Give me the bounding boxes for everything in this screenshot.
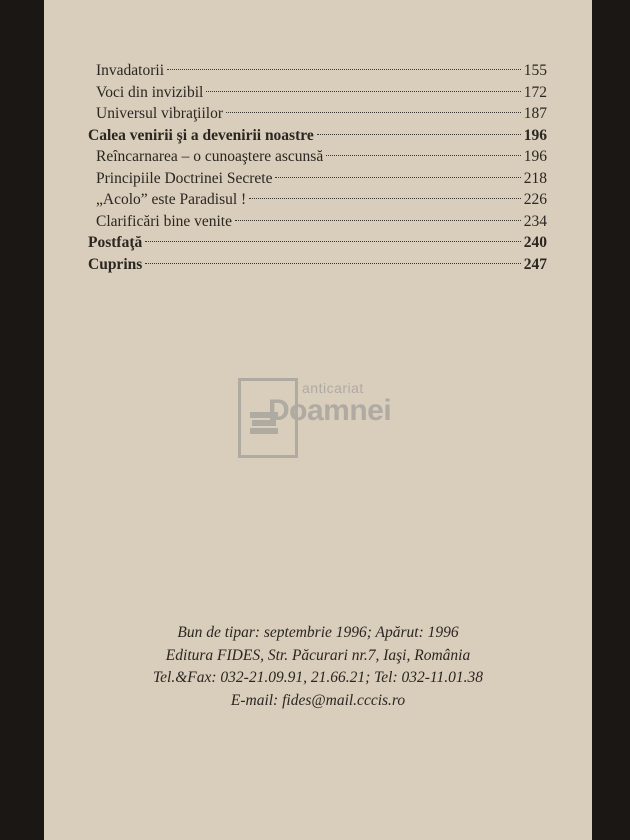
toc-page-number: 234: [523, 212, 547, 230]
toc-dot-leader: [145, 241, 521, 242]
toc-entry: [96, 82, 547, 104]
imprint-email: E-mail: fides@mail.cccis.ro: [230, 691, 406, 709]
toc-entry: [96, 189, 547, 211]
watermark-small-text: anticariat: [302, 380, 364, 396]
toc-entry-title: Calea venirii şi a devenirii noastre: [88, 126, 314, 144]
toc-page-number: 196: [523, 148, 547, 165]
toc-dot-leader: [145, 263, 520, 264]
toc-page-number: 187: [523, 105, 547, 122]
imprint-print-date: Bun de tipar: septembrie 1996; Apărut: 1996: [177, 624, 459, 641]
watermark-main-text: Doamnei: [268, 394, 392, 427]
toc-entry: [96, 103, 547, 125]
toc-page-number: 196: [523, 126, 547, 144]
toc-page-number: 218: [523, 169, 547, 187]
toc-entry: [96, 60, 547, 82]
toc-dot-leader: [249, 198, 521, 199]
toc-entry-title: „Acolo” este Paradisul !: [96, 191, 247, 208]
toc-entry-title: Postfaţă: [88, 234, 143, 251]
toc-entry-title: Cuprins: [88, 255, 143, 273]
toc-dot-leader: [226, 112, 521, 113]
toc-entry-title: Clarificări bine venite: [96, 212, 232, 230]
toc-dot-leader: [206, 91, 520, 92]
toc-page-number: 240: [523, 234, 547, 251]
toc-page-number: 247: [523, 255, 547, 273]
toc-entry: [96, 168, 547, 190]
imprint-publisher-address: Editura FIDES, Str. Păcurari nr.7, Iaşi, România: [165, 646, 471, 664]
toc-page-number: 172: [523, 83, 547, 101]
toc-entry-title: Voci din invizibil: [96, 83, 204, 101]
toc-entry-title: Reîncarnarea – o cunoaştere ascunsă: [96, 148, 324, 165]
toc-dot-leader: [167, 69, 521, 70]
toc-entry: [96, 146, 547, 168]
toc-entry-title: Principiile Doctrinei Secrete: [96, 169, 273, 187]
toc-entry: [88, 232, 547, 254]
toc-page-number: 155: [523, 62, 547, 79]
toc-dot-leader: [317, 134, 521, 135]
watermark-logo: [238, 378, 438, 460]
toc-entry: [88, 254, 547, 276]
imprint-phone: Tel.&Fax: 032-21.09.91, 21.66.21; Tel: 032-11.01.38: [152, 669, 484, 686]
toc-entry-title: Universul vibraţiilor: [96, 105, 223, 122]
toc-entry-title: Invadatorii: [96, 62, 165, 79]
book-page: [44, 0, 592, 840]
toc-dot-leader: [275, 177, 520, 178]
toc-dot-leader: [326, 155, 521, 156]
toc-page-number: 226: [523, 191, 547, 208]
toc-entry: [96, 211, 547, 233]
toc-dot-leader: [235, 220, 521, 221]
toc-entry: [88, 125, 547, 147]
publisher-imprint: [44, 622, 592, 712]
